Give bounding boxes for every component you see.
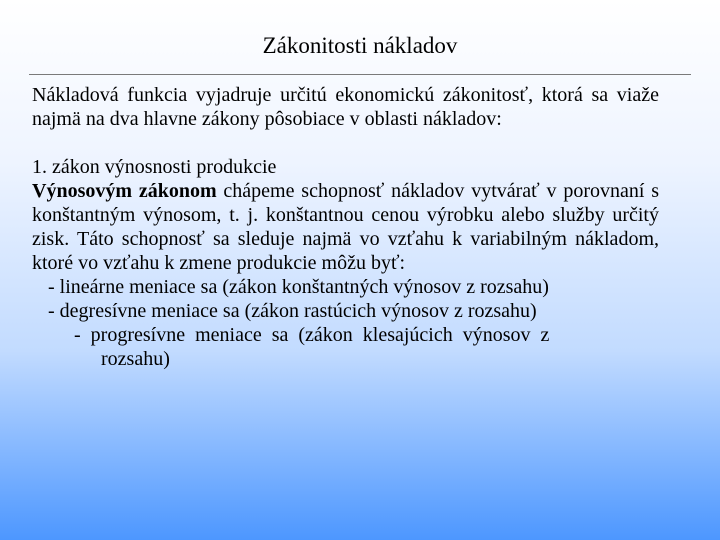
definition-term: Výnosovým zákonom bbox=[32, 180, 217, 202]
definition-text: chápeme schopnosť nákladov vytvárať v porovnaní s konštantným výnosom, t. j. konštantnou cenou výrobku alebo služby určitý zisk. Táto schopnosť sa sleduje najmä vo vzťahu k variabilným nákladom, ktoré vo vzťahu k zmene produkcie môžu byť: bbox=[32, 180, 659, 274]
list-item-progressive-line1: - progresívne meniace sa (zákon klesajúcich výnosov z bbox=[74, 324, 550, 346]
title-divider bbox=[29, 74, 691, 75]
list-item-progressive-line2: rozsahu) bbox=[101, 348, 170, 370]
slide-title: Zákonitosti nákladov bbox=[262, 33, 458, 58]
list-item-progressive bbox=[32, 323, 659, 371]
intro-paragraph: Nákladová funkcia vyjadruje určitú ekonomickú zákonitosť, ktorá sa viaže najmä na dva hlavne zákony pôsobiace v oblasti nákladov: bbox=[32, 84, 659, 130]
section-heading: 1. zákon výnosnosti produkcie bbox=[32, 156, 277, 178]
slide-body bbox=[32, 83, 659, 371]
definition-paragraph bbox=[32, 179, 659, 275]
list-item-linear: - lineárne meniace sa (zákon konštantných výnosov z rozsahu) bbox=[48, 276, 549, 298]
list-item-degressive: - degresívne meniace sa (zákon rastúcich výnosov z rozsahu) bbox=[48, 300, 537, 322]
spacer bbox=[32, 131, 659, 155]
